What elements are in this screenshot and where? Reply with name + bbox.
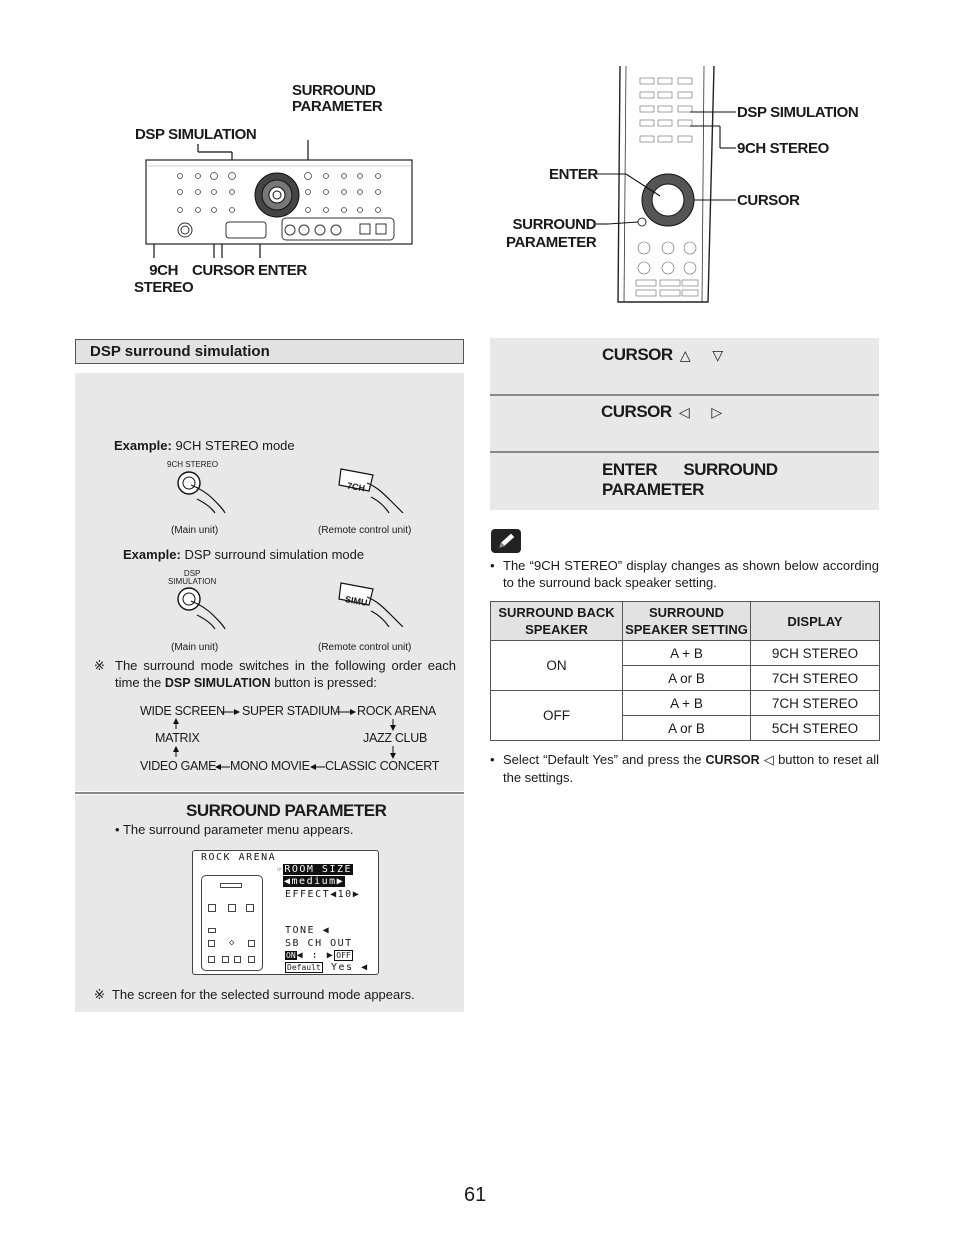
lcd-front-left-icon	[208, 904, 216, 912]
table-cell: A + B	[623, 691, 751, 716]
lcd-speaker-layout	[201, 875, 263, 971]
table-cell: 7CH STEREO	[751, 691, 880, 716]
lcd-medium: ◀medium▶	[284, 876, 345, 887]
main-unit-panel	[140, 140, 420, 265]
table-cell: A + B	[623, 641, 751, 666]
lcd-tone: TONE ◀	[285, 925, 331, 936]
caption-main-unit-2: (Main unit)	[171, 642, 219, 653]
table-cell: 9CH STEREO	[751, 641, 880, 666]
lcd-front-right-icon	[246, 904, 254, 912]
triangle-down-icon: ▽	[712, 347, 723, 363]
remote-label-9ch-stereo: 9CH STEREO	[737, 140, 829, 157]
step-1-panel	[75, 373, 464, 791]
table-cell: ON	[491, 641, 623, 691]
lcd-yes: Yes ◀	[331, 962, 369, 973]
table-header: DISPLAY	[751, 602, 880, 641]
step-2-panel	[75, 795, 464, 1012]
section-heading: DSP surround simulation	[75, 339, 464, 364]
triangle-left-icon-inline: ◁	[763, 752, 775, 767]
step-2-bullet: • The surround parameter menu appears.	[115, 822, 354, 837]
remote-label-enter: ENTER	[549, 166, 598, 183]
lcd-back-4-icon	[248, 956, 255, 963]
lcd-effect: EFFECT◀10▶	[285, 889, 361, 900]
flow-mono-movie: MONO MOVIE	[230, 759, 310, 773]
lcd-sw-icon	[208, 928, 216, 933]
example-1-button-label: 9CH STEREO	[167, 460, 219, 469]
example-2: Example: DSP surround simulation mode	[123, 547, 365, 562]
triangle-right-icon: ▷	[711, 404, 722, 420]
mode-order-note: ※ The surround mode switches in the following order each time the DSP SIMULATION button is pressed:	[94, 658, 456, 690]
example-2-remote-text: SIMU	[344, 594, 369, 608]
flow-wide-screen: WIDE SCREEN	[140, 704, 225, 718]
lcd-back-3-icon	[234, 956, 241, 963]
table-cell: OFF	[491, 691, 623, 741]
remote-label-cursor: CURSOR	[737, 192, 800, 209]
example-1-remote-text: 7CH	[346, 480, 366, 494]
flow-arrows	[75, 373, 464, 791]
flow-classic-concert: CLASSIC CONCERT	[325, 759, 440, 773]
right-step-3	[490, 453, 879, 510]
pencil-note-icon	[491, 529, 521, 553]
flow-super-stadium: SUPER STADIUM	[242, 704, 340, 718]
page-number: 61	[464, 1184, 487, 1206]
remote-label-surround-parameter: SURROUND PARAMETER	[506, 216, 597, 251]
note-bullet-2: • Select “Default Yes” and press the CURSOR ◁ button to reset all the settings.	[490, 752, 879, 785]
lcd-default: Default	[287, 963, 321, 972]
table-header: SURROUND BACK SPEAKER	[491, 602, 623, 641]
example-1: Example: 9CH STEREO mode	[114, 438, 295, 453]
caption-remote-1: (Remote control unit)	[318, 525, 412, 536]
flow-matrix: MATRIX	[155, 731, 200, 745]
step-2-title: SURROUND PARAMETER	[186, 801, 387, 820]
remote-control-illustration	[596, 64, 736, 306]
label-cursor: CURSOR	[192, 262, 255, 279]
step-divider-left	[75, 792, 464, 794]
lcd-surround-right-icon	[248, 940, 255, 947]
flow-rock-arena: ROCK ARENA	[357, 704, 436, 718]
remote-label-dsp-simulation: DSP SIMULATION	[737, 104, 859, 121]
label-dsp-simulation: DSP SIMULATION	[135, 126, 257, 143]
lcd-on-off: ON◀ : ▶ OFF	[286, 950, 351, 961]
lcd-sb-ch-out: SB CH OUT	[285, 938, 353, 949]
table-cell: A or B	[623, 666, 751, 691]
table-header-row	[491, 602, 880, 641]
label-9ch-stereo: 9CH STEREO	[134, 262, 194, 296]
flow-jazz-club: JAZZ CLUB	[363, 731, 427, 745]
lcd-center-speaker-icon	[220, 883, 242, 888]
triangle-up-icon: △	[679, 347, 691, 363]
lcd-surround-left-icon	[208, 940, 215, 947]
table-cell: A or B	[623, 716, 751, 741]
lcd-center-icon	[228, 904, 236, 912]
right-step-1	[490, 338, 879, 394]
note-bullet-1: • The “9CH STEREO” display changes as shown below according to the surround back speaker setting.	[490, 558, 879, 590]
flow-video-game: VIDEO GAME	[140, 759, 217, 773]
right-step-1-label: CURSOR △ ▽	[602, 345, 723, 364]
lcd-back-2-icon	[222, 956, 229, 963]
lcd-title: ROCK ARENA	[201, 852, 277, 863]
right-step-3-label: ENTER SURROUND PARAMETER	[602, 460, 778, 499]
surround-parameter-screen	[192, 850, 379, 975]
table-header: SURROUND SPEAKER SETTING	[623, 602, 751, 641]
lcd-back-1-icon	[208, 956, 215, 963]
speaker-display-table	[490, 601, 880, 741]
right-step-2-label: CURSOR ◁ ▷	[601, 402, 722, 421]
table-row	[491, 641, 880, 666]
table-cell: 7CH STEREO	[751, 666, 880, 691]
example-2-button-label: DSP SIMULATION	[168, 569, 217, 586]
label-surround-parameter: SURROUND PARAMETER	[292, 82, 383, 115]
caption-remote-2: (Remote control unit)	[318, 642, 412, 653]
right-step-2	[490, 396, 879, 451]
table-cell: 5CH STEREO	[751, 716, 880, 741]
lcd-room-size: ☞ROOM SIZE	[277, 864, 353, 875]
screen-footnote: ※ The screen for the selected surround mode appears.	[94, 987, 415, 1002]
triangle-left-icon: ◁	[678, 404, 690, 420]
label-enter: ENTER	[258, 262, 307, 279]
table-row	[491, 691, 880, 716]
caption-main-unit-1: (Main unit)	[171, 525, 219, 536]
lcd-listener-icon: ◇	[229, 938, 236, 948]
